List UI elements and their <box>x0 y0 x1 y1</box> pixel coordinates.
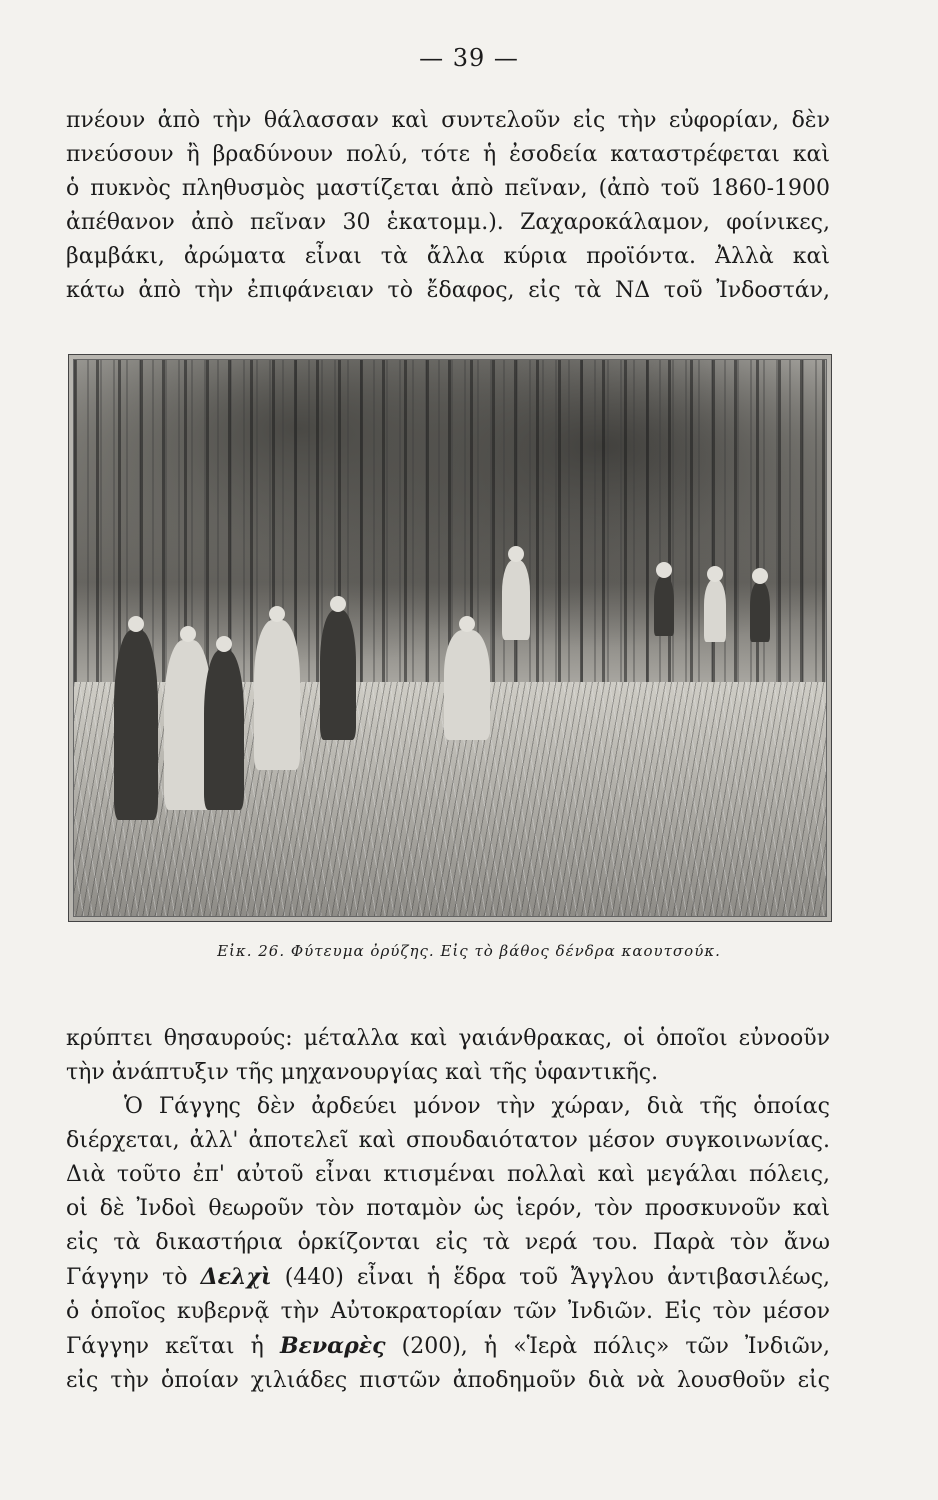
worker-figure <box>502 560 530 640</box>
text-line: τὴν ἀνάπτυξιν τῆς μηχανουργίας καὶ τῆς ὑφαντικῆς. <box>66 1060 659 1085</box>
text-fragment: Γάγγην τὸ <box>66 1265 188 1290</box>
text-fragment: (200), ἡ «Ἱερὰ πόλις» τῶν Ἰνδιῶν, <box>401 1334 830 1359</box>
worker-figure <box>254 620 300 770</box>
text-line: οἱ δὲ Ἰνδοὶ θεωροῦν τὸν ποταμὸν ὡς ἱερόν, τὸν προσκυνοῦν καὶ <box>66 1196 830 1221</box>
text-line: εἰς τὴν ὁποίαν χιλιάδες πιστῶν ἀποδημοῦν διὰ νὰ λουσθοῦν εἰς <box>66 1368 830 1393</box>
worker-figure <box>320 610 356 740</box>
text-line: πνεύσουν ἢ βραδύνουν πολύ, τότε ἡ ἐσοδεία καταστρέφεται καὶ <box>66 142 830 167</box>
figure-caption: Εἰκ. 26. Φύτευμα ὀρύζης. Εἰς τὸ βάθος δένδρα καουτσούκ. <box>217 942 721 960</box>
worker-figure <box>750 582 770 642</box>
text-line <box>66 1329 830 1364</box>
text-line: Διὰ τοῦτο ἐπ' αὐτοῦ εἶναι κτισμέναι πολλαὶ καὶ μεγάλαι πόλεις, <box>66 1162 830 1187</box>
text-line: ἀπέθανον ἀπὸ πεῖναν 30 ἑκατομμ.). Ζαχαροκάλαμον, φοίνικες, <box>66 210 830 235</box>
worker-figure <box>114 630 158 820</box>
text-line: εἰς τὰ δικαστήρια ὁρκίζονται εἰς τὰ νερά του. Παρὰ τὸν ἄνω <box>66 1230 830 1255</box>
bottom-paragraph <box>66 1022 830 1398</box>
worker-figure <box>204 650 244 810</box>
text-line: διέρχεται, ἀλλ' ἀποτελεῖ καὶ σπουδαιότατον μέσον συγκοινωνίας. <box>66 1128 830 1153</box>
text-line: κάτω ἀπὸ τὴν ἐπιφάνειαν τὸ ἔδαφος, εἰς τὰ ΝΔ τοῦ Ἰνδοστάν, <box>66 278 830 303</box>
text-fragment: (440) εἶναι ἡ ἕδρα τοῦ Ἄγγλου ἀντιβασιλέως, <box>284 1265 830 1290</box>
worker-figure <box>704 580 726 642</box>
text-line: Ὁ Γάγγης δὲν ἀρδεύει μόνον τὴν χώραν, διὰ τῆς ὁποίας <box>124 1094 830 1119</box>
text-line: πνέουν ἀπὸ τὴν θάλασσαν καὶ συντελοῦν εἰς τὴν εὐφορίαν, δὲν <box>66 108 830 133</box>
page-number: — 39 — <box>419 44 519 72</box>
text-line: ὁ ὁποῖος κυβερνᾷ τὴν Αὐτοκρατορίαν τῶν Ἰνδιῶν. Εἰς τὸν μέσον <box>66 1299 830 1324</box>
photo-frame <box>73 359 827 917</box>
text-line <box>66 1260 830 1295</box>
worker-figure <box>444 630 490 740</box>
worker-figure <box>654 576 674 636</box>
text-fragment: Γάγγην κεῖται ἡ <box>66 1334 264 1359</box>
text-line: κρύπτει θησαυρούς: μέταλλα καὶ γαιάνθρακας, οἱ ὁποῖοι εὐνοοῦν <box>66 1026 830 1051</box>
top-paragraph <box>66 104 830 308</box>
rice-planting-photo <box>68 354 832 922</box>
city-name-delhi: Δελχὶ <box>200 1264 272 1290</box>
text-line: ὁ πυκνὸς πληθυσμὸς μαστίζεται ἀπὸ πεῖναν, (ἀπὸ τοῦ 1860-1900 <box>66 176 830 201</box>
city-name-benares: Βεναρὲς <box>279 1333 386 1359</box>
text-line: βαμβάκι, ἀρώματα εἶναι τὰ ἄλλα κύρια προϊόντα. Ἀλλὰ καὶ <box>66 244 830 269</box>
